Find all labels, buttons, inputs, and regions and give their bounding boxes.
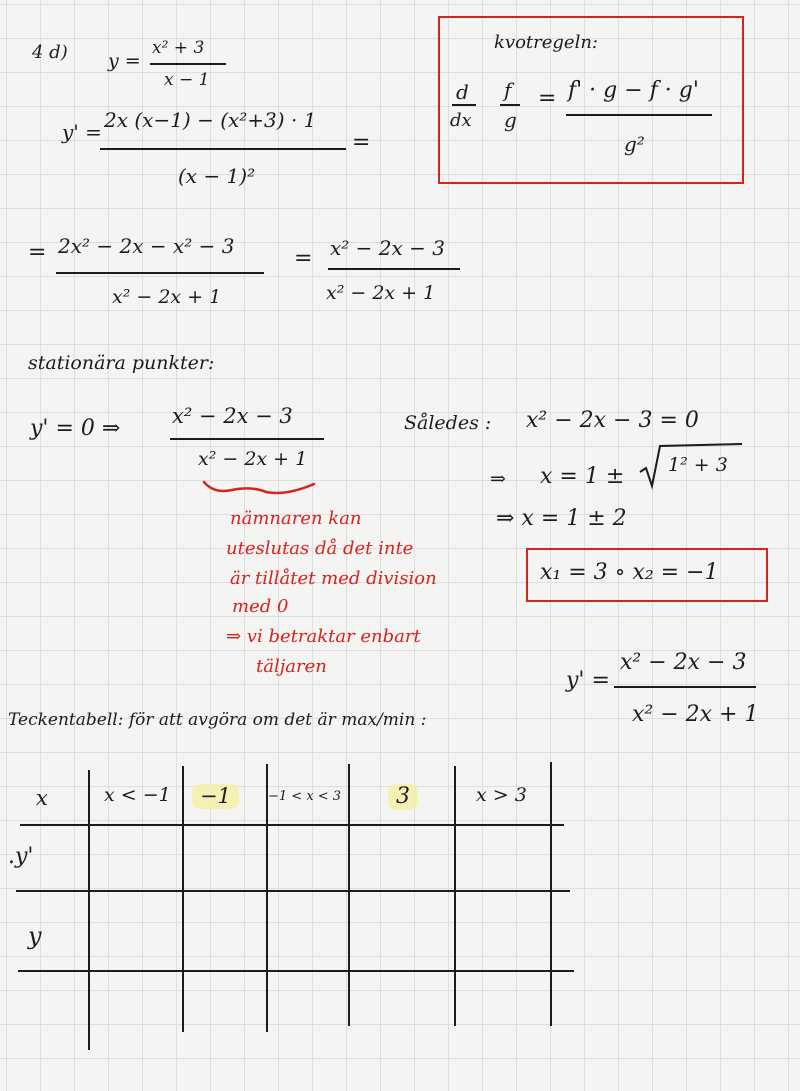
quotient-rule-numerator: f' · g − f · g' <box>568 78 699 103</box>
function-denominator: x − 1 <box>164 70 210 90</box>
problem-label: 4 d) <box>32 42 68 63</box>
table-col-line-1 <box>88 770 90 1050</box>
roots-result: x₁ = 3 ∘ x₂ = −1 <box>540 560 719 585</box>
table-header-minus1: −1 <box>192 784 239 809</box>
table-header-3: 3 <box>388 784 418 810</box>
table-header-x-gt-3: x > 3 <box>476 784 527 806</box>
solve-equation: x² − 2x − 3 = 0 <box>526 408 699 433</box>
saledes-label: Således : <box>404 412 492 434</box>
table-header-line <box>20 824 564 826</box>
table-row-line-1 <box>16 890 570 892</box>
solve-step1-lhs: x = 1 ± <box>540 464 625 489</box>
simplify-numerator-1: 2x² − 2x − x² − 3 <box>58 234 235 258</box>
table-col-line-4 <box>348 764 350 1026</box>
table-row-label-y: y <box>28 922 42 950</box>
note-line-2: uteslutas då det inte <box>226 538 414 559</box>
recap-fraction-line <box>614 686 756 688</box>
quotient-rule-denominator: g² <box>624 132 645 156</box>
simplify-denominator-1: x² − 2x + 1 <box>112 286 222 308</box>
table-col-line-5 <box>454 766 456 1026</box>
table-col-line-6 <box>550 762 552 1026</box>
note-line-4: med 0 <box>232 596 289 617</box>
note-line-6: täljaren <box>256 656 327 677</box>
quotient-rule-d: d <box>456 80 469 104</box>
simplify-denominator-2: x² − 2x + 1 <box>326 282 436 304</box>
stationary-numerator: x² − 2x − 3 <box>172 404 293 428</box>
stationary-denominator: x² − 2x + 1 <box>198 448 308 470</box>
derivative-lhs: y' = <box>62 120 102 144</box>
quotient-rule-title: kvotregeln: <box>494 32 598 53</box>
table-header-x: x <box>36 786 48 810</box>
quotient-rule-g: g <box>504 108 517 132</box>
derivative-equals: = <box>352 130 371 155</box>
solve-step2: ⇒ x = 1 ± 2 <box>496 506 627 531</box>
table-header-x-lt-minus1: x < −1 <box>104 784 171 806</box>
simplify-equals-2: = <box>294 246 313 271</box>
table-col-line-2 <box>182 766 184 1032</box>
recap-numerator: x² − 2x − 3 <box>620 650 747 675</box>
simplify-numerator-2: x² − 2x − 3 <box>330 236 445 260</box>
quotient-rule-f: f <box>504 78 512 102</box>
note-line-3: är tillåtet med division <box>230 568 437 589</box>
stationary-heading: stationära punkter: <box>28 352 215 374</box>
solve-step1-radicand: 1² + 3 <box>668 454 728 476</box>
table-header-interval: −1 < x < 3 <box>268 789 342 804</box>
recap-lhs: y' = <box>566 668 610 693</box>
stationary-lhs: y' = 0 ⇒ <box>30 416 121 441</box>
function-lhs: y = <box>108 50 141 72</box>
table-row-label-yprime: .y' <box>8 844 34 869</box>
quotient-rule-equals: = <box>538 86 557 111</box>
quotient-rule-dx: dx <box>450 110 472 131</box>
note-line-5: ⇒ vi betraktar enbart <box>226 626 421 647</box>
simplify-equals-1: = <box>28 240 47 265</box>
derivative-denominator: (x − 1)² <box>178 164 256 188</box>
table-row-line-2 <box>18 970 574 972</box>
solve-step1-arrow: ⇒ <box>490 468 506 490</box>
sign-table-caption: Teckentabell: för att avgöra om det är max/min : <box>8 710 427 730</box>
note-line-1: nämnaren kan <box>230 508 362 529</box>
derivative-numerator: 2x (x−1) − (x²+3) · 1 <box>104 108 317 132</box>
recap-denominator: x² − 2x + 1 <box>632 702 759 727</box>
function-numerator: x² + 3 <box>152 38 205 58</box>
table-col-line-3 <box>266 764 268 1032</box>
